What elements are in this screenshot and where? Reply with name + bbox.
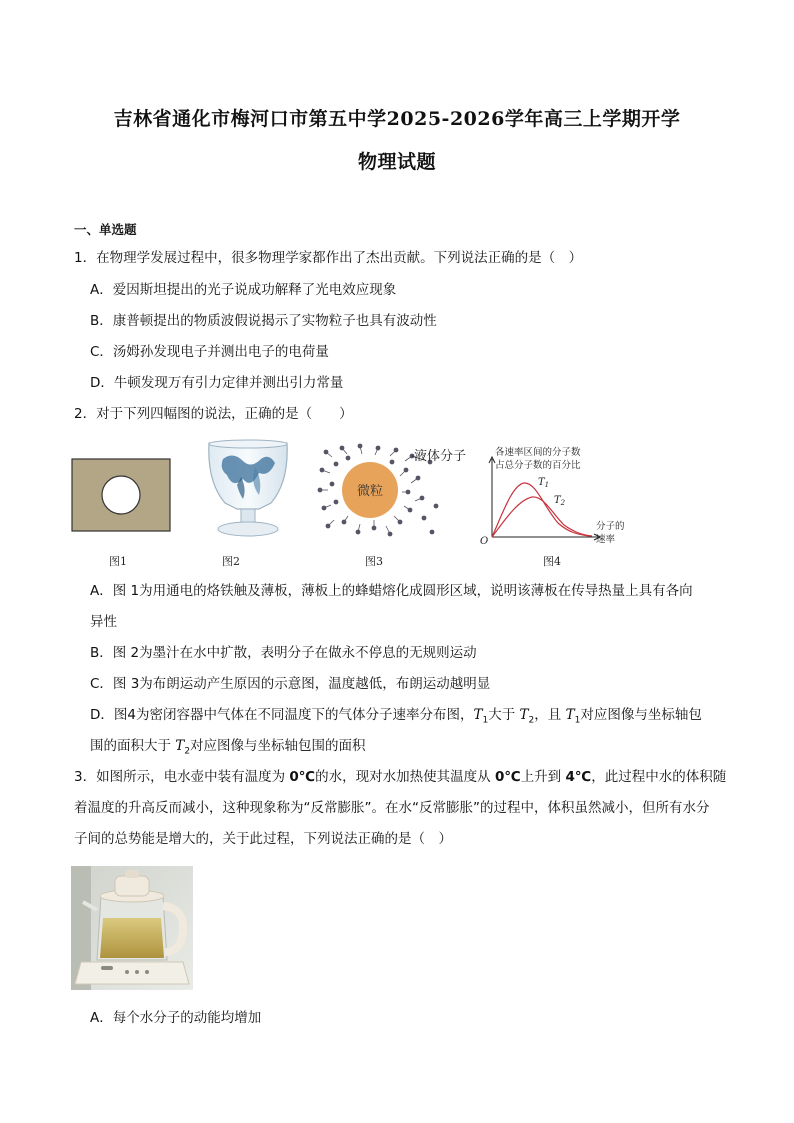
figure-4-t1-label: $T_1$ [538,477,550,489]
q2-option-a-line2: 异性 [90,614,117,630]
figure-4-speed-distribution [478,445,638,545]
figure-2-caption: 图2 [222,555,240,568]
figure-4-t2-label: $T_2$ [554,495,566,507]
figure-4-origin: O [480,536,489,545]
page-subtitle: 物理试题 [357,151,436,173]
q2-option-d-line1: D．图4为密闭容器中气体在不同温度下的气体分子速率分布图，$T_1$大于 $T_2$，且 $T_1$对应图像与坐标轴包 [90,707,702,726]
figure-3-brownian [312,440,477,540]
figure-4-ylabel-line2: 占总分子数的百分比 [495,460,581,471]
q3-stem-line2: 着温度的升高反而减小，这种现象称为“反常膨胀”。在水“反常膨胀”的过程中，体积虽然减小，但所有水分 [74,800,710,816]
q2-option-a-line1: A．图 1为用通电的烙铁触及薄板，薄板上的蜂蜡熔化成圆形区域，说明该薄板在传导热量上具有各向 [90,583,693,599]
q1-option-c: C．汤姆孙发现电子并测出电子的电荷量 [90,344,329,360]
figure-3-caption: 图3 [365,555,383,568]
figure-1-caption: 图1 [109,555,127,568]
q1-option-d: D．牛顿发现万有引力定律并测出引力常量 [90,375,344,391]
q2-option-d-line2: 围的面积大于 $T_2$对应图像与坐标轴包围的面积 [90,738,366,757]
q3-stem-line1: 3．如图所示，电水壶中装有温度为 0℃的水，现对水加热使其温度从 0℃上升到 4℃，此过程中水的体积随 [74,769,727,785]
q3-stem-line3: 子间的总势能是增大的，关于此过程，下列说法正确的是（ ） [74,831,452,847]
q2-option-c: C．图 3为布朗运动产生原因的示意图，温度越低，布朗运动越明显 [90,676,491,692]
figure-2-glass-ink [203,437,293,539]
figure-3-particle-label: 微粒 [356,484,384,499]
q1-stem: 1．在物理学发展过程中，很多物理学家都作出了杰出贡献。下列说法正确的是（ ） [74,250,583,266]
figure-4-caption: 图4 [543,555,561,568]
q2-stem: 2．对于下列四幅图的说法，正确的是（ ） [74,406,353,422]
figure-4-xlabel-line2: 速率 [596,534,616,545]
figure-3-molecule-label: 液体分子 [414,449,467,464]
q2-option-b: B．图 2为墨汁在水中扩散，表明分子在做永不停息的无规则运动 [90,645,477,661]
figure-4-xlabel-line1: 分子的 [596,521,625,532]
kettle-photo [71,866,193,990]
figure-4-ylabel-line1: 各速率区间的分子数 [495,447,581,458]
section-heading: 一、单选题 [74,222,137,237]
page-title: 吉林省通化市梅河口市第五中学2025-2026学年高三上学期开学 [113,108,681,130]
q3-option-a: A．每个水分子的动能均增加 [90,1010,262,1026]
figure-1-plate [71,458,171,532]
q1-option-b: B．康普顿提出的物质波假说揭示了实物粒子也具有波动性 [90,313,437,329]
q1-option-a: A．爱因斯坦提出的光子说成功解释了光电效应现象 [90,282,397,298]
